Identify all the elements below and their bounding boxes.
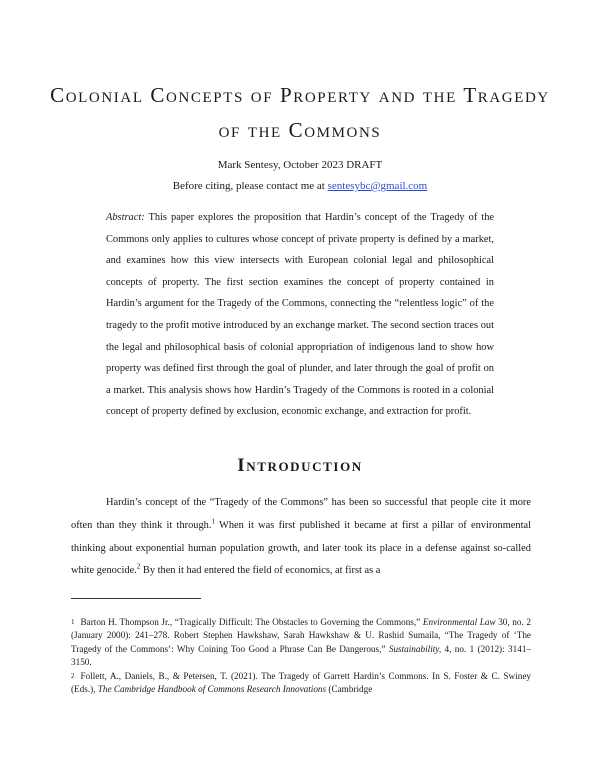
footnote-divider	[71, 598, 201, 599]
footnote-ref-2[interactable]: 2	[136, 562, 141, 571]
abstract-label: Abstract:	[106, 212, 145, 223]
intro-text-1: Hardin’s concept of the “Tragedy of the Commons” has been so successful that people cite it more often than they think it through.	[71, 497, 531, 531]
contact-line	[0, 180, 600, 192]
contact-email-link[interactable]: sentesybc@gmail.com	[327, 180, 428, 192]
intro-text-2: When it was first published it became at first a pillar of environmental thinking about exponential human population growth, and later took its place in a defense against so-called white genocide.	[71, 519, 531, 577]
contact-prefix: Before citing, please contact me at	[172, 180, 328, 192]
footnote-text: Follett, A., Daniels, B., & Petersen, T. (2021). The Tragedy of Garrett Hardin’s Commons. In S. Foster & C. Swiney (Eds.),	[71, 671, 531, 695]
footnote-italic: The Cambridge Handbook of Commons Research Innovations	[97, 684, 327, 695]
author-line: Mark Sentesy, October 2023 DRAFT	[217, 159, 383, 171]
abstract	[106, 207, 494, 423]
footnote-ref-1[interactable]: 1	[211, 517, 215, 526]
footnote-2	[71, 670, 531, 697]
footnote-text: (Cambridge	[326, 684, 373, 695]
footnote-text: Barton H. Thompson Jr., “Tragically Difficult: The Obstacles to Governing the Commons,”	[80, 617, 423, 627]
intro-text-3: By then it had entered the field of economics, at first as a	[140, 565, 381, 577]
abstract-text: This paper explores the proposition that Hardin’s concept of the Tragedy of the Commons only applies to cultures whose concept of private property is defined by a market, and examines how this view intersects with European colonial legal and philosophical concepts of property. The first section examines the concept of property contained in Hardin’s argument for the Tragedy of the Commons, connecting the “relentless logic” of the tragedy to the profit motive introduced by an exchange market. The second section traces out the legal and philosophical basis of colonial appropriation of indigenous land to show how property was defined first through the goal of plunder, and later through the goal of profit on a market. This analysis shows how Hardin’s Tragedy of the Commons is rooted in a colonial concept of property defined by exclusion, economic exchange, and extraction for profit.	[106, 212, 494, 418]
paper-title-line-2: of the Commons	[218, 118, 382, 142]
footnote-1	[71, 616, 531, 669]
footnote-italic: Sustainability,	[388, 643, 442, 654]
footnote-number: 2	[71, 672, 75, 680]
intro-paragraph	[71, 492, 531, 583]
section-heading: Introduction	[237, 455, 363, 476]
paper-title-line-1: Colonial Concepts of Property and the Tragedy	[50, 83, 550, 107]
footnote-text: 30, no. 2 (January 2000): 241–278. Robert Stephen Hawkshaw, Sarah Hawkshaw & U. Rashid Sumaila, “The Tragedy of ‘The Tragedy of the Commons’: Why Coining Too Good a Phrase Can Be Dangerous,”	[71, 617, 531, 654]
footnote-italic: Environmental Law	[422, 617, 496, 627]
footnote-number: 1	[71, 618, 75, 626]
footnote-text: 4, no. 1 (2012): 3141–3150.	[71, 643, 532, 667]
